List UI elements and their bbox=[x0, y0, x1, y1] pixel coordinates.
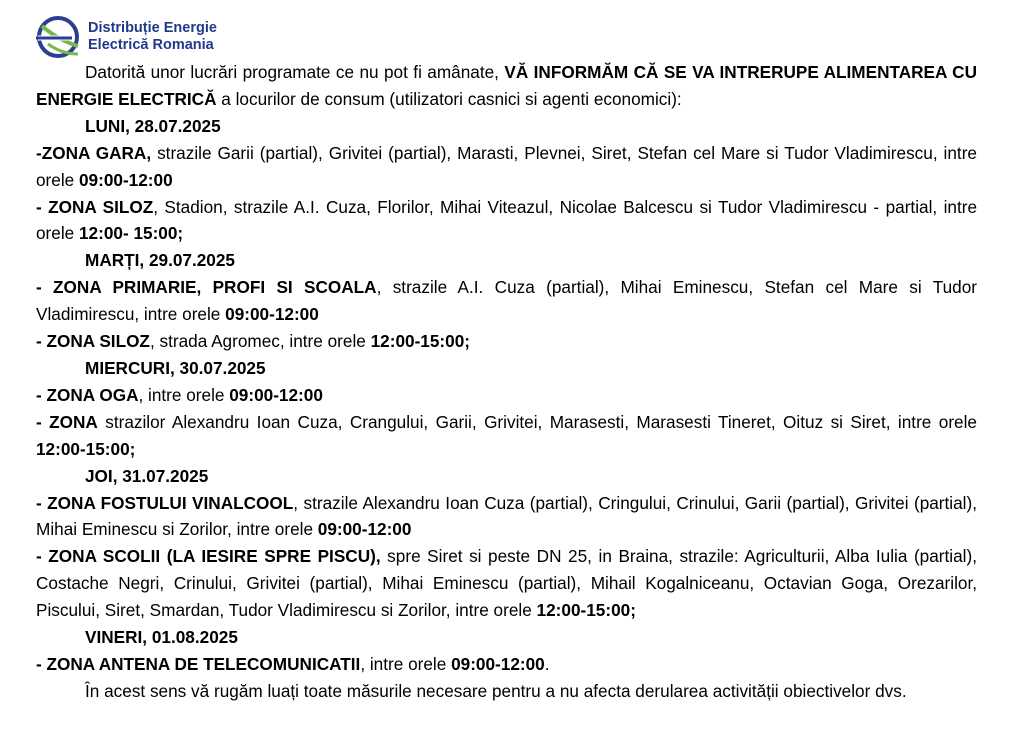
zone-name: - ZONA SILOZ bbox=[36, 331, 150, 352]
zone-entry bbox=[36, 409, 977, 463]
zone-entry bbox=[36, 274, 977, 328]
zone-name: - ZONA ANTENA DE TELECOMUNICATII bbox=[36, 653, 361, 674]
zone-entry bbox=[36, 382, 977, 409]
logo-text bbox=[88, 20, 217, 54]
day-heading: MARȚI, 29.07.2025 bbox=[85, 250, 235, 271]
zone-entry bbox=[36, 543, 977, 624]
intro-text: Datorită unor lucrări programate ce nu pot fi amânate, bbox=[85, 62, 505, 82]
zone-desc: , intre orele bbox=[360, 653, 452, 674]
zone-time: 12:00-15:00; bbox=[370, 331, 470, 352]
zone-entry bbox=[36, 328, 977, 355]
zone-name: -ZONA GARA, bbox=[36, 142, 152, 163]
zone-name: - ZONA bbox=[36, 411, 98, 432]
zone-desc: , strada Agromec, intre orele bbox=[149, 331, 371, 352]
zone-time: 12:00-15:00; bbox=[36, 438, 136, 459]
logo-line-2: Electrică Romania bbox=[88, 37, 214, 53]
closing-paragraph: În acest sens vă rugăm luați toate măsurile necesare pentru a nu afecta derularea activității obiectivelor dvs. bbox=[85, 680, 907, 701]
zone-entry bbox=[36, 651, 977, 678]
zone-time: 09:00-12:00 bbox=[451, 653, 545, 674]
zone-entry bbox=[36, 194, 977, 248]
zone-desc: strazile Garii (partial), Grivitei (partial), Marasti, Plevnei, Siret, Stefan cel Mare si Tudor Vladimirescu, intre orele bbox=[36, 142, 977, 190]
zone-name: - ZONA SILOZ bbox=[36, 196, 154, 217]
logo-line-1: Distribuție Energie bbox=[88, 20, 217, 36]
zone-after: . bbox=[544, 653, 550, 674]
notice-body bbox=[36, 59, 977, 705]
zone-name: - ZONA FOSTULUI VINALCOOL bbox=[36, 492, 294, 513]
zone-entry bbox=[36, 490, 977, 544]
zone-time: 12:00- 15:00; bbox=[79, 223, 184, 244]
intro-bold: VĂ INFORMĂM CĂ SE VA INTRERUPE ALIMENTAREA CU ENERGIE ELECTRICĂ bbox=[36, 62, 978, 109]
zone-time: 12:00-15:00; bbox=[536, 600, 636, 621]
zone-desc: , intre orele bbox=[138, 384, 230, 405]
zone-desc: , strazile Alexandru Ioan Cuza (partial), Cringului, Crinului, Garii (partial), Grivitei (partial), Mihai Eminescu si Zorilor, intre orele bbox=[36, 492, 977, 540]
day-heading: JOI, 31.07.2025 bbox=[85, 465, 209, 486]
zone-time: 09:00-12:00 bbox=[225, 304, 319, 325]
day-heading: MIERCURI, 30.07.2025 bbox=[85, 357, 266, 378]
zone-time: 09:00-12:00 bbox=[79, 169, 173, 190]
day-heading: LUNI, 28.07.2025 bbox=[85, 115, 221, 136]
zone-desc: , strazile A.I. Cuza (partial), Mihai Eminescu, Stefan cel Mare si Tudor Vladimirescu, intre orele bbox=[36, 277, 977, 325]
company-logo bbox=[34, 14, 274, 60]
zone-entry bbox=[36, 140, 977, 194]
intro-paragraph bbox=[36, 59, 977, 113]
zone-name: - ZONA SCOLII (LA IESIRE SPRE PISCU), bbox=[36, 546, 381, 567]
zone-name: - ZONA PRIMARIE, PROFI SI SCOALA bbox=[36, 277, 377, 298]
day-heading: VINERI, 01.08.2025 bbox=[85, 627, 238, 648]
zone-name: - ZONA OGA bbox=[36, 384, 139, 405]
intro-text-end: a locurilor de consum (utilizatori casnici si agenti economici): bbox=[216, 88, 682, 109]
zone-desc: spre Siret si peste DN 25, in Braina, strazile: Agriculturii, Alba Iulia (partial), Costache Negri, Crinului, Grivitei (partial), Mihai Eminescu (partial), Mihail Kogalniceanu, Octavian Goga, Orezarilor, Piscului, Siret, Smardan, Tudor Vladimirescu si Zorilor, intre orele bbox=[36, 546, 977, 621]
zone-time: 09:00-12:00 bbox=[317, 519, 412, 540]
zone-desc: , Stadion, strazile A.I. Cuza, Florilor, Mihai Viteazul, Nicolae Balcescu si Tudor Vladimirescu - partial, intre orele bbox=[36, 196, 978, 244]
zone-desc: strazilor Alexandru Ioan Cuza, Crangului, Garii, Grivitei, Marasesti, Marasesti Tineret, Oituz si Siret, intre orele bbox=[97, 411, 977, 432]
electrica-logo-icon bbox=[34, 14, 82, 60]
zone-time: 09:00-12:00 bbox=[229, 384, 323, 405]
